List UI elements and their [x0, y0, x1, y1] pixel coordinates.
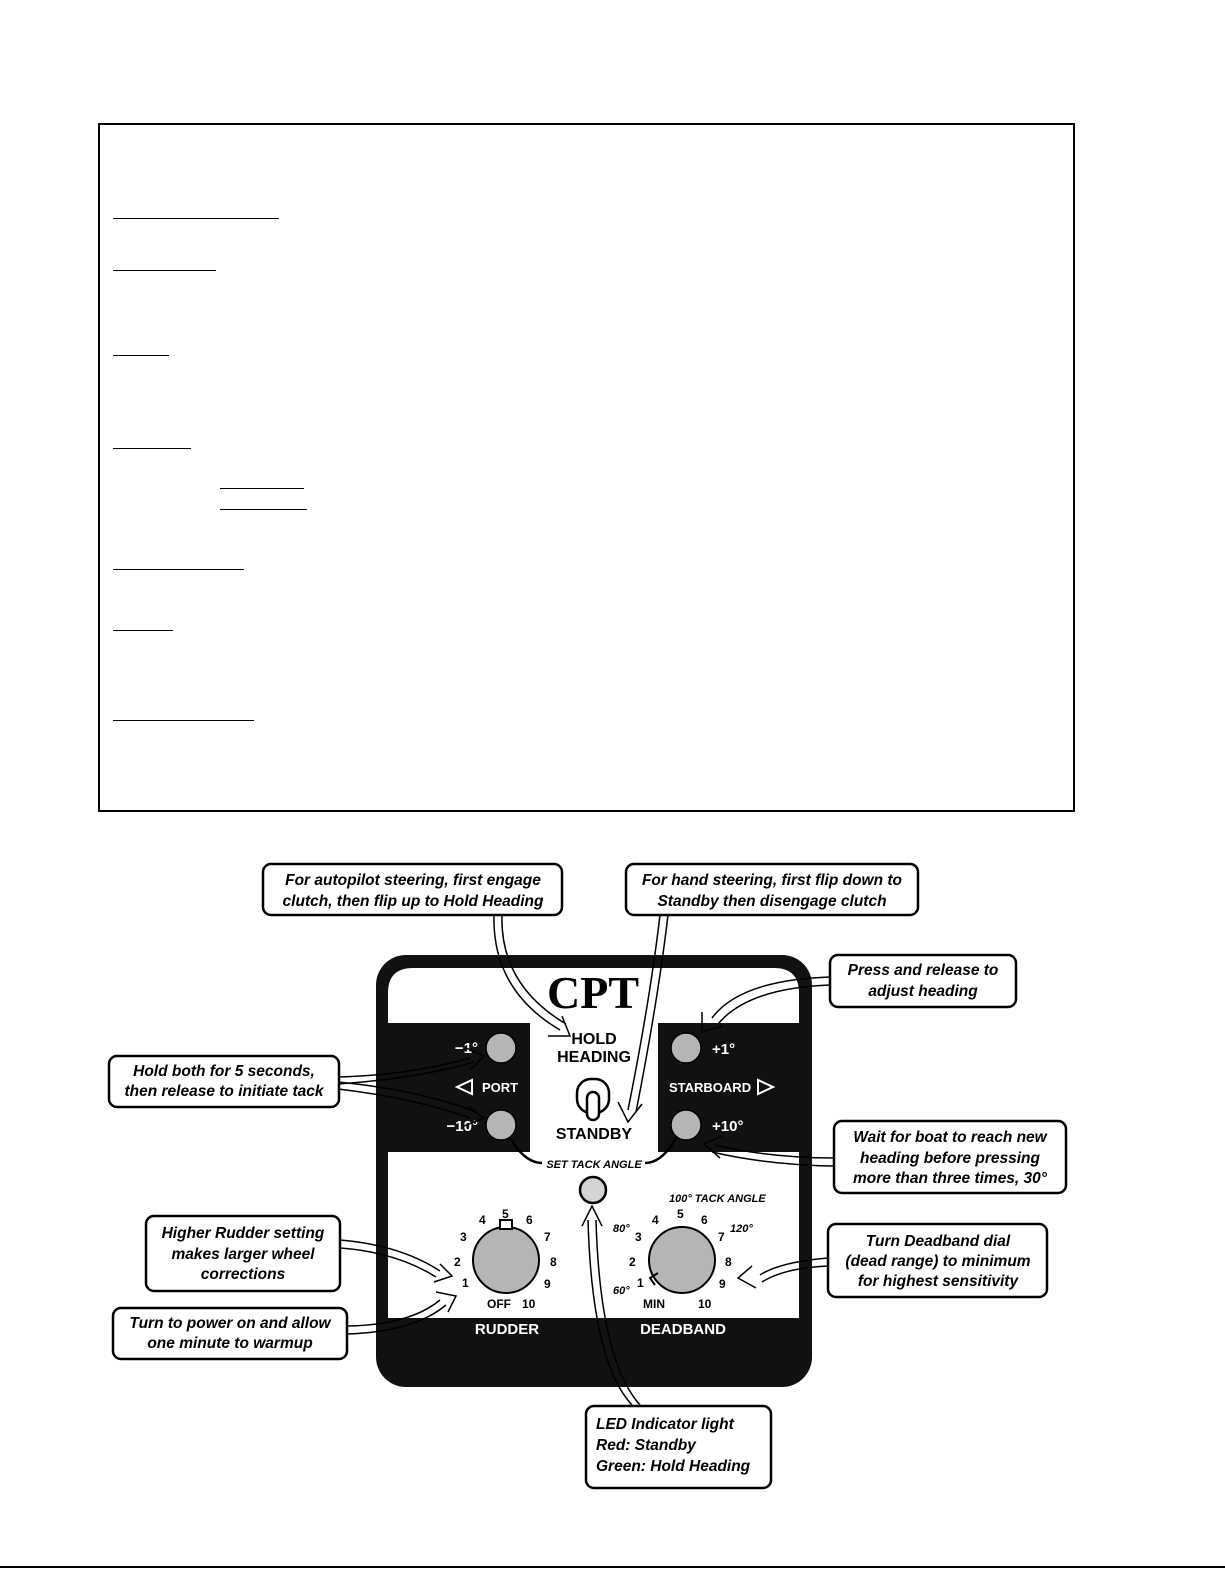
rudder-label: RUDDER — [474, 1321, 540, 1338]
rudder-tick-9: 9 — [544, 1277, 551, 1291]
svg-text:(dead range) to minimum: (dead range) to minimum — [845, 1253, 1031, 1270]
underline-1 — [113, 218, 279, 219]
rudder-tick-6: 6 — [526, 1213, 533, 1227]
svg-text:Hold both for 5 seconds,: Hold both for 5 seconds, — [133, 1063, 315, 1080]
svg-text:Standby then disengage clutch: Standby then disengage clutch — [657, 893, 887, 910]
svg-text:more than three times, 30°: more than three times, 30° — [853, 1170, 1047, 1187]
callout-wait — [834, 1121, 1066, 1193]
deadband-tick-1: 1 — [637, 1276, 644, 1290]
deadband-tick-4: 4 — [652, 1213, 659, 1227]
svg-text:Higher Rudder setting: Higher Rudder setting — [161, 1225, 325, 1242]
svg-text:LED Indicator light: LED Indicator light — [596, 1416, 734, 1433]
svg-text:Green: Hold Heading: Green: Hold Heading — [596, 1458, 751, 1475]
callout-power — [113, 1308, 347, 1359]
deadband-tick-9: 9 — [719, 1277, 726, 1291]
callout-press-release — [830, 955, 1016, 1007]
callout-rudder-setting — [146, 1216, 340, 1291]
svg-text:Turn Deadband dial: Turn Deadband dial — [865, 1233, 1011, 1250]
svg-text:For autopilot steering, first: For autopilot steering, first engage — [285, 872, 541, 889]
svg-text:for highest sensitivity: for highest sensitivity — [857, 1273, 1019, 1290]
deadband-dial[interactable] — [649, 1227, 715, 1293]
tack-angle-80: 80° — [613, 1223, 630, 1235]
svg-text:Press and release to: Press and release to — [847, 962, 999, 979]
callout-autopilot — [263, 864, 562, 915]
underline-9 — [113, 720, 254, 721]
underline-6 — [220, 509, 307, 510]
deadband-tick-10: 10 — [698, 1297, 712, 1311]
underline-2 — [113, 270, 216, 271]
callout-hand-steering — [626, 864, 918, 915]
minus-1-button[interactable] — [486, 1033, 516, 1063]
svg-text:makes larger wheel: makes larger wheel — [171, 1246, 315, 1263]
underline-4 — [113, 448, 191, 449]
minus-10-button[interactable] — [486, 1110, 516, 1140]
rudder-tick-8: 8 — [550, 1255, 557, 1269]
rudder-off: OFF — [487, 1297, 511, 1311]
deadband-tick-7: 7 — [718, 1230, 725, 1244]
rudder-tick-10: 10 — [522, 1297, 536, 1311]
rudder-tick-1: 1 — [462, 1276, 469, 1290]
page-bottom-rule — [0, 1566, 1225, 1568]
deadband-min: MIN — [643, 1297, 665, 1311]
underline-7 — [113, 569, 244, 570]
svg-text:Turn to power on and allow: Turn to power on and allow — [129, 1315, 331, 1332]
underline-3 — [113, 355, 169, 356]
svg-text:Wait for boat to reach new: Wait for boat to reach new — [853, 1129, 1047, 1146]
control-panel — [376, 955, 812, 1387]
callout-hold-both — [109, 1056, 339, 1107]
callout-deadband — [828, 1224, 1047, 1297]
svg-text:adjust heading: adjust heading — [868, 983, 978, 1000]
callout-led — [586, 1406, 771, 1488]
rudder-tick-3: 3 — [460, 1230, 467, 1244]
deadband-label: DEADBAND — [640, 1321, 726, 1338]
hold-label: HOLD — [571, 1031, 617, 1048]
minus-1-label: −1° — [454, 1040, 478, 1057]
deadband-tick-3: 3 — [635, 1230, 642, 1244]
svg-text:corrections: corrections — [200, 1266, 286, 1283]
deadband-tick-5: 5 — [677, 1207, 684, 1221]
deadband-tick-8: 8 — [725, 1255, 732, 1269]
svg-text:For hand steering, first flip: For hand steering, first flip down to — [641, 872, 903, 889]
rudder-tick-4: 4 — [479, 1213, 486, 1227]
svg-text:then release to initiate tack: then release to initiate tack — [124, 1083, 324, 1100]
port-label: PORT — [482, 1080, 519, 1095]
svg-text:clutch, then flip up to Hold H: clutch, then flip up to Hold Heading — [282, 893, 544, 910]
plus-1-button[interactable] — [671, 1033, 701, 1063]
text-frame — [98, 123, 1075, 812]
underline-5 — [220, 488, 304, 489]
set-tack-angle-label: SET TACK ANGLE — [546, 1159, 642, 1171]
rudder-tick-5: 5 — [502, 1207, 509, 1221]
tack-angle-100: 100° TACK ANGLE — [669, 1193, 766, 1205]
plus-10-button[interactable] — [671, 1110, 701, 1140]
starboard-label: STARBOARD — [669, 1080, 752, 1095]
underline-8 — [113, 630, 173, 631]
tack-angle-120: 120° — [730, 1223, 753, 1235]
heading-label: HEADING — [557, 1049, 631, 1066]
svg-text:heading before pressing: heading before pressing — [859, 1150, 1041, 1167]
brand-logo: CPT — [547, 967, 639, 1018]
plus-10-label: +10° — [712, 1118, 744, 1135]
svg-text:one minute to warmup: one minute to warmup — [147, 1335, 313, 1352]
svg-text:Red: Standby: Red: Standby — [596, 1437, 696, 1454]
rudder-tick-2: 2 — [454, 1255, 461, 1269]
deadband-tick-6: 6 — [701, 1213, 708, 1227]
autopilot-control-diagram — [0, 850, 1225, 1550]
led-indicator — [580, 1177, 606, 1203]
rudder-tick-7: 7 — [544, 1230, 551, 1244]
deadband-tick-2: 2 — [629, 1255, 636, 1269]
standby-label: STANDBY — [555, 1126, 633, 1143]
minus-10-label: −10° — [446, 1118, 478, 1135]
plus-1-label: +1° — [712, 1041, 736, 1058]
tack-angle-60: 60° — [613, 1285, 630, 1297]
